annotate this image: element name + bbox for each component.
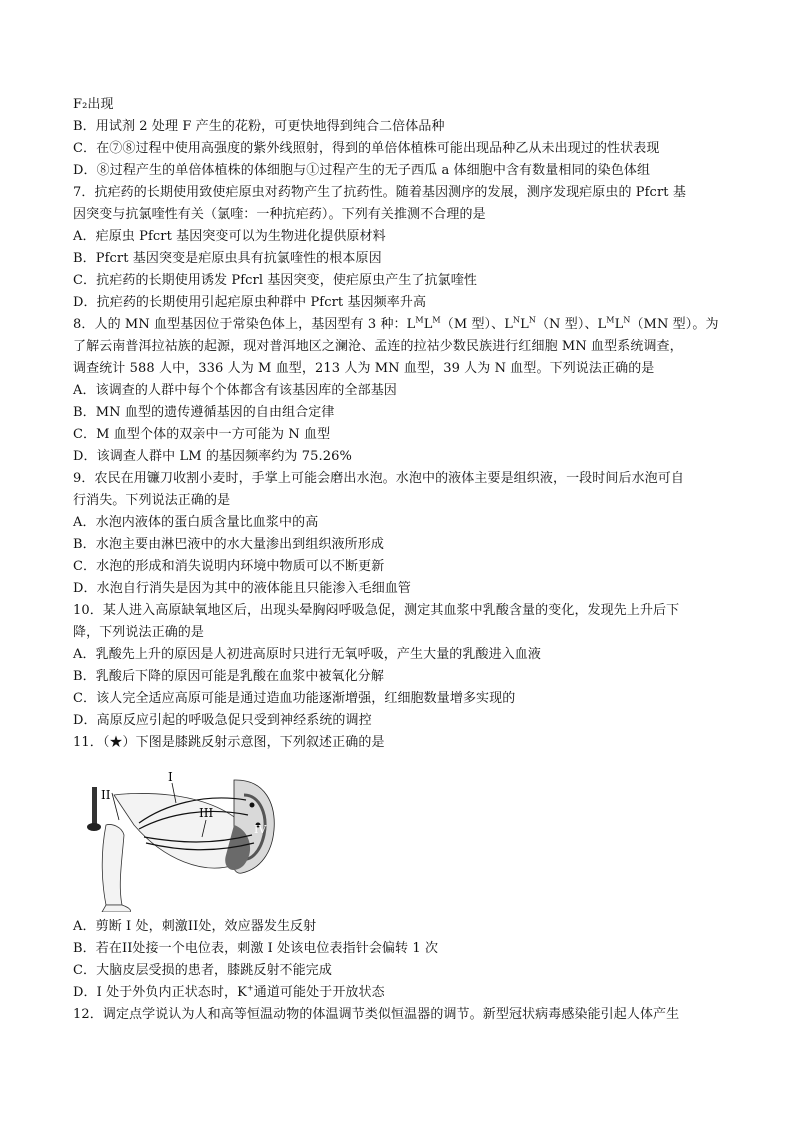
q11-option-b: B．若在II处接一个电位表，刺激 I 处该电位表指针会偏转 1 次: [73, 941, 439, 956]
q8-stem-text: （M 型）、L: [440, 317, 513, 332]
label-i: I: [168, 770, 173, 784]
q6-option-d: D．⑧过程产生的单倍体植株的体细胞与①过程产生的无子西瓜 a 体细胞中含有数量相同的染色体组: [73, 163, 651, 178]
q11-option-d: [73, 984, 723, 1002]
ion-charge-superscript: +: [246, 983, 254, 993]
q11-option-d-text: D．I 处于外负内正状态时，K: [73, 985, 247, 1000]
q9-option-a: A．水泡内液体的蛋白质含量比血浆中的高: [73, 515, 319, 530]
q11-option-a: A．剪断 I 处，刺激II处，效应器发生反射: [73, 919, 317, 934]
genotype-letter: L: [423, 317, 433, 332]
foot-outline: [102, 905, 131, 912]
genotype-superscript: N: [623, 315, 631, 325]
q6-option-c: C．在⑦⑧过程中使用高强度的紫外线照射，得到的单倍体植株可能出现品种乙从未出现过的性状表现: [73, 141, 660, 156]
q9-option-d: D．水泡自行消失是因为其中的液体能且只能渗入毛细血管: [73, 581, 412, 596]
q10-stem-line-1: 10．某人进入高原缺氧地区后，出现头晕胸闷呼吸急促，测定其血浆中乳酸含量的变化，发现先上升后下: [73, 603, 680, 618]
q10-option-b: B．乳酸后下降的原因可能是乳酸在血浆中被氧化分解: [73, 669, 384, 684]
label-iii: III: [199, 806, 214, 820]
q6-continuation: F₂出现: [73, 97, 114, 112]
q8-stem-line-1: [73, 316, 723, 334]
q7-option-a: A．疟原虫 Pfcrt 基因突变可以为生物进化提供原材料: [73, 229, 386, 244]
genotype-letter: L: [614, 317, 624, 332]
genotype-superscript: M: [415, 315, 424, 325]
q10-stem-line-2: 降，下列说法正确的是: [73, 625, 205, 640]
q8-stem-text: （N 型）、L: [535, 317, 607, 332]
reflex-hammer-head: [87, 823, 101, 831]
synapse-dot: [250, 803, 255, 808]
label-ii: II: [101, 788, 111, 802]
q7-option-c: C．抗疟药的长期使用诱发 Pfcrl 基因突变，使疟原虫产生了抗氯喹性: [73, 273, 477, 288]
q9-option-b: B．水泡主要由淋巴液中的水大量渗出到组织液所形成: [73, 537, 384, 552]
q8-option-d: D．该调查人群中 LM 的基因频率约为 75.26%: [73, 449, 352, 464]
q9-stem-line-2: 行消失。下列说法正确的是: [73, 493, 231, 508]
q9-option-c: C．水泡的形成和消失说明内环境中物质可以不断更新: [73, 559, 385, 574]
q6-option-b: B．用试剂 2 处理 F 产生的花粉，可更快地得到纯合二倍体品种: [73, 119, 445, 134]
genotype-superscript: N: [528, 315, 536, 325]
q7-option-b: B．Pfcrt 基因突变是疟原虫具有抗氯喹性的根本原因: [73, 251, 382, 266]
q8-stem-line-2: 了解云南普洱拉祜族的起源，现对普洱地区之澜沧、孟连的拉祜少数民族进行红细胞 MN 血型系统调查，: [73, 339, 683, 354]
knee-reflex-diagram: [84, 765, 282, 912]
genotype-superscript: M: [606, 315, 615, 325]
q10-option-c: C．该人完全适应高原可能是通过造血功能逐渐增强，红细胞数量增多实现的: [73, 691, 516, 706]
q8-stem-line-3: 调查统计 588 人中，336 人为 M 血型，213 人为 MN 血型，39 人为 N 血型。下列说法正确的是: [73, 361, 655, 376]
genotype-superscript: N: [513, 315, 521, 325]
reflex-hammer-handle: [92, 787, 97, 827]
label-iv: IV: [254, 823, 267, 836]
q12-stem-line-1: 12．调定点学说认为人和高等恒温动物的体温调节类似恒温器的调节。新型冠状病毒感染能引起人体产生: [73, 1007, 680, 1022]
genotype-letter: L: [520, 317, 529, 332]
q9-stem-line-1: 9．农民在用镰刀收割小麦时，手掌上可能会磨出水泡。水泡中的液体主要是组织液，一段时间后水泡可自: [73, 471, 684, 486]
genotype-superscript: M: [432, 315, 441, 325]
q7-option-d: D．抗疟药的长期使用引起疟原虫种群中 Pfcrt 基因频率升高: [73, 295, 427, 310]
q11-stem: 11．（★）下图是膝跳反射示意图，下列叙述正确的是: [73, 735, 385, 750]
lower-leg-outline: [102, 824, 124, 905]
q7-stem-line-2: 因突变与抗氯喹性有关（氯喹：一种抗疟药）。下列有关推测不合理的是: [73, 207, 486, 222]
q11-option-c: C．大脑皮层受损的患者，膝跳反射不能完成: [73, 963, 332, 978]
q10-option-d: D．高原反应引起的呼吸急促只受到神经系统的调控: [73, 713, 372, 728]
q8-option-a: A．该调查的人群中每个个体都含有该基因库的全部基因: [73, 383, 397, 398]
q10-option-a: A．乳酸先上升的原因是人初进高原时只进行无氧呼吸，产生大量的乳酸进入血液: [73, 647, 541, 662]
q8-stem-text: （MN 型）。为: [630, 317, 719, 332]
q7-stem-line-1: 7．抗疟药的长期使用致使疟原虫对药物产生了抗药性。随着基因测序的发展，测序发现疟原虫的 Pfcrt 基: [73, 185, 686, 200]
q8-option-b: B．MN 血型的遗传遵循基因的自由组合定律: [73, 405, 335, 420]
q8-option-c: C．M 血型个体的双亲中一方可能为 N 血型: [73, 427, 331, 442]
q11-option-d-text: 通道可能处于开放状态: [253, 985, 385, 1000]
q8-stem-text: 8．人的 MN 血型基因位于常染色体上，基因型有 3 种：L: [73, 317, 416, 332]
